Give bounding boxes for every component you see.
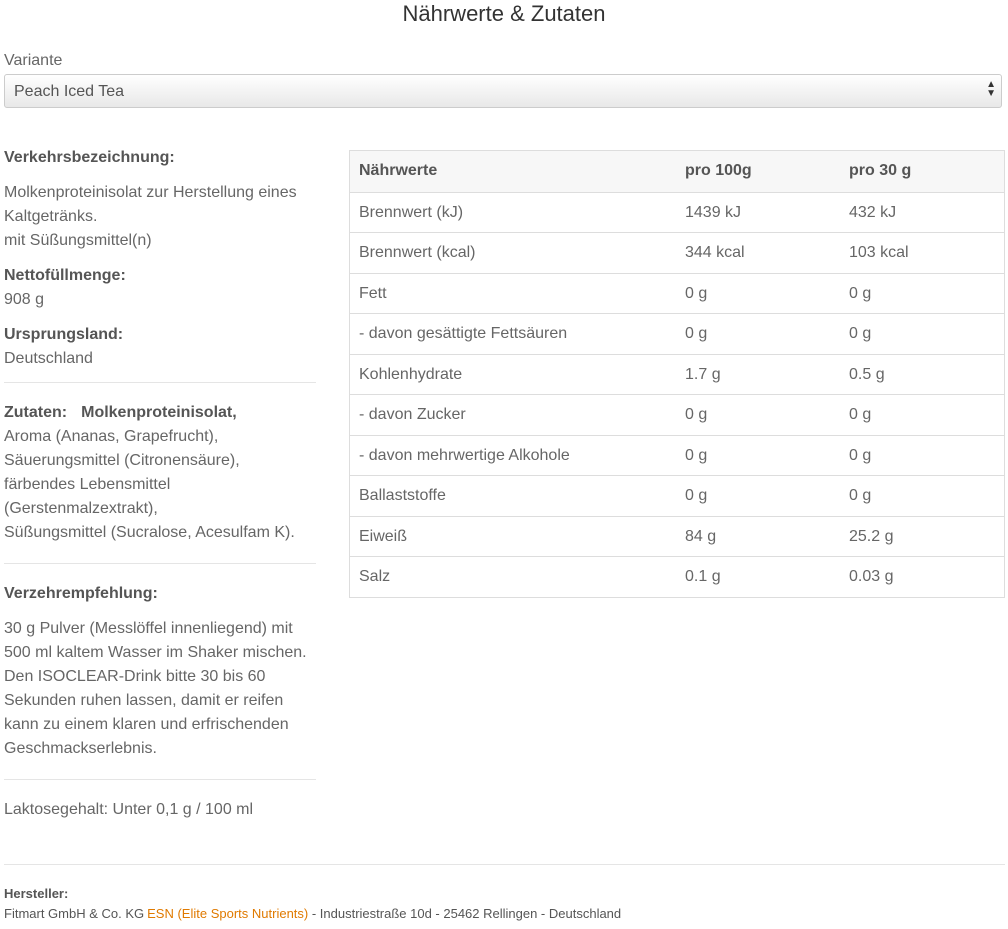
net-quantity-label: Nettofüllmenge: xyxy=(4,267,126,284)
nutrient-name: - davon Zucker xyxy=(359,406,466,423)
ingredients-label: Zutaten: xyxy=(4,404,68,421)
recommendation-line: 30 g Pulver (Messlöffel innenliegend) mit xyxy=(4,620,293,637)
ingredients-line: Säuerungsmittel (Citronensäure), xyxy=(4,452,240,469)
table-row xyxy=(350,475,1004,516)
net-quantity-value: 908 g xyxy=(4,291,45,308)
nutrition-table xyxy=(349,150,1005,598)
header-cell: Nährwerte xyxy=(359,162,438,179)
ingredients-line: färbendes Lebensmittel xyxy=(4,476,171,493)
ingredients-line: (Gerstenmalzextrakt), xyxy=(4,500,158,517)
recommendation-line: Geschmackserlebnis. xyxy=(4,740,157,757)
per-30g-value: 0 g xyxy=(849,284,872,302)
variant-label: Variante xyxy=(4,52,63,69)
ingredients-first: Molkenproteinisolat, xyxy=(81,404,237,421)
table-row xyxy=(350,556,1004,597)
per-100g-value: 0 g xyxy=(685,284,708,302)
variant-selected-value: Peach Iced Tea xyxy=(14,83,125,100)
nutrient-name: Brennwert (kcal) xyxy=(359,244,476,261)
ingredients-line: Aroma (Ananas, Grapefrucht), xyxy=(4,428,219,445)
manufacturer-info xyxy=(4,884,621,924)
nutrient-name: Kohlenhydrate xyxy=(359,365,463,383)
nutrient-name: Brennwert (kJ) xyxy=(359,203,464,221)
per-30g-value: 432 kJ xyxy=(849,203,897,221)
manufacturer-company: Fitmart GmbH & Co. KG xyxy=(4,906,145,921)
table-header-row xyxy=(350,151,1004,192)
recommendation-line: Sekunden ruhen lassen, damit er reifen xyxy=(4,692,284,709)
table-row xyxy=(350,232,1004,273)
recommendation-line: kann zu einem klaren und erfrischenden xyxy=(4,716,289,733)
designation-line: mit Süßungsmittel(n) xyxy=(4,232,152,249)
per-30g-value: 0.03 g xyxy=(849,568,894,585)
per-100g-value: 0 g xyxy=(685,325,708,342)
nutrient-name: - davon gesättigte Fettsäuren xyxy=(359,325,568,342)
designation-label: Verkehrsbezeichnung: xyxy=(4,149,175,166)
recommendation-line: Den ISOCLEAR-Drink bitte 30 bis 60 xyxy=(4,668,266,685)
recommendation-line: 500 ml kaltem Wasser im Shaker mischen. xyxy=(4,644,307,661)
origin-value: Deutschland xyxy=(4,350,93,367)
table-row xyxy=(350,516,1004,557)
header-cell: pro 100g xyxy=(685,162,752,179)
per-100g-value: 344 kcal xyxy=(685,244,745,261)
per-30g-value: 0 g xyxy=(849,487,872,504)
ingredients-line: Süßungsmittel (Sucralose, Acesulfam K). xyxy=(4,524,295,541)
table-row xyxy=(350,394,1004,435)
per-30g-value: 0 g xyxy=(849,325,872,342)
per-100g-value: 84 g xyxy=(685,527,717,545)
select-arrows-icon: ▲ ▼ xyxy=(986,79,996,99)
variant-select[interactable] xyxy=(4,74,1002,108)
ingredients-heading xyxy=(4,401,316,425)
brand-link[interactable]: ESN (Elite Sports Nutrients) xyxy=(147,906,309,921)
footer-divider xyxy=(4,864,1005,865)
lactose-content: Laktosegehalt: Unter 0,1 g / 100 ml xyxy=(4,801,254,818)
table-row xyxy=(350,313,1004,354)
per-30g-value: 0 g xyxy=(849,406,872,423)
per-100g-value: 0 g xyxy=(685,487,708,504)
page-title: Nährwerte & Zutaten xyxy=(402,1,606,26)
designation-line: Kaltgetränks. xyxy=(4,208,98,225)
table-row xyxy=(350,273,1004,314)
origin-label: Ursprungsland: xyxy=(4,326,124,343)
per-100g-value: 0.1 g xyxy=(685,568,721,585)
nutrient-name: - davon mehrwertige Alkohole xyxy=(359,446,570,464)
nutrient-name: Fett xyxy=(359,284,387,302)
manufacturer-label: Hersteller: xyxy=(4,886,69,901)
per-100g-value: 0 g xyxy=(685,406,708,423)
nutrient-name: Salz xyxy=(359,568,391,585)
manufacturer-address: - Industriestraße 10d - 25462 Rellingen - Deutschland xyxy=(308,906,622,921)
product-info xyxy=(4,146,316,822)
table-row xyxy=(350,435,1004,476)
per-30g-value: 25.2 g xyxy=(849,527,894,545)
table-row xyxy=(350,354,1004,395)
per-100g-value: 1.7 g xyxy=(685,365,721,383)
nutrient-name: Ballaststoffe xyxy=(359,487,446,504)
table-row xyxy=(350,192,1004,233)
designation-line: Molkenproteinisolat zur Herstellung eines xyxy=(4,184,297,201)
per-100g-value: 1439 kJ xyxy=(685,203,742,221)
nutrient-name: Eiweiß xyxy=(359,527,408,545)
per-30g-value: 0.5 g xyxy=(849,365,885,383)
per-100g-value: 0 g xyxy=(685,446,708,464)
per-30g-value: 103 kcal xyxy=(849,244,909,261)
manufacturer-line xyxy=(4,904,621,924)
header-cell: pro 30 g xyxy=(849,162,912,179)
recommendation-label: Verzehrempfehlung: xyxy=(4,585,158,602)
per-30g-value: 0 g xyxy=(849,446,872,464)
